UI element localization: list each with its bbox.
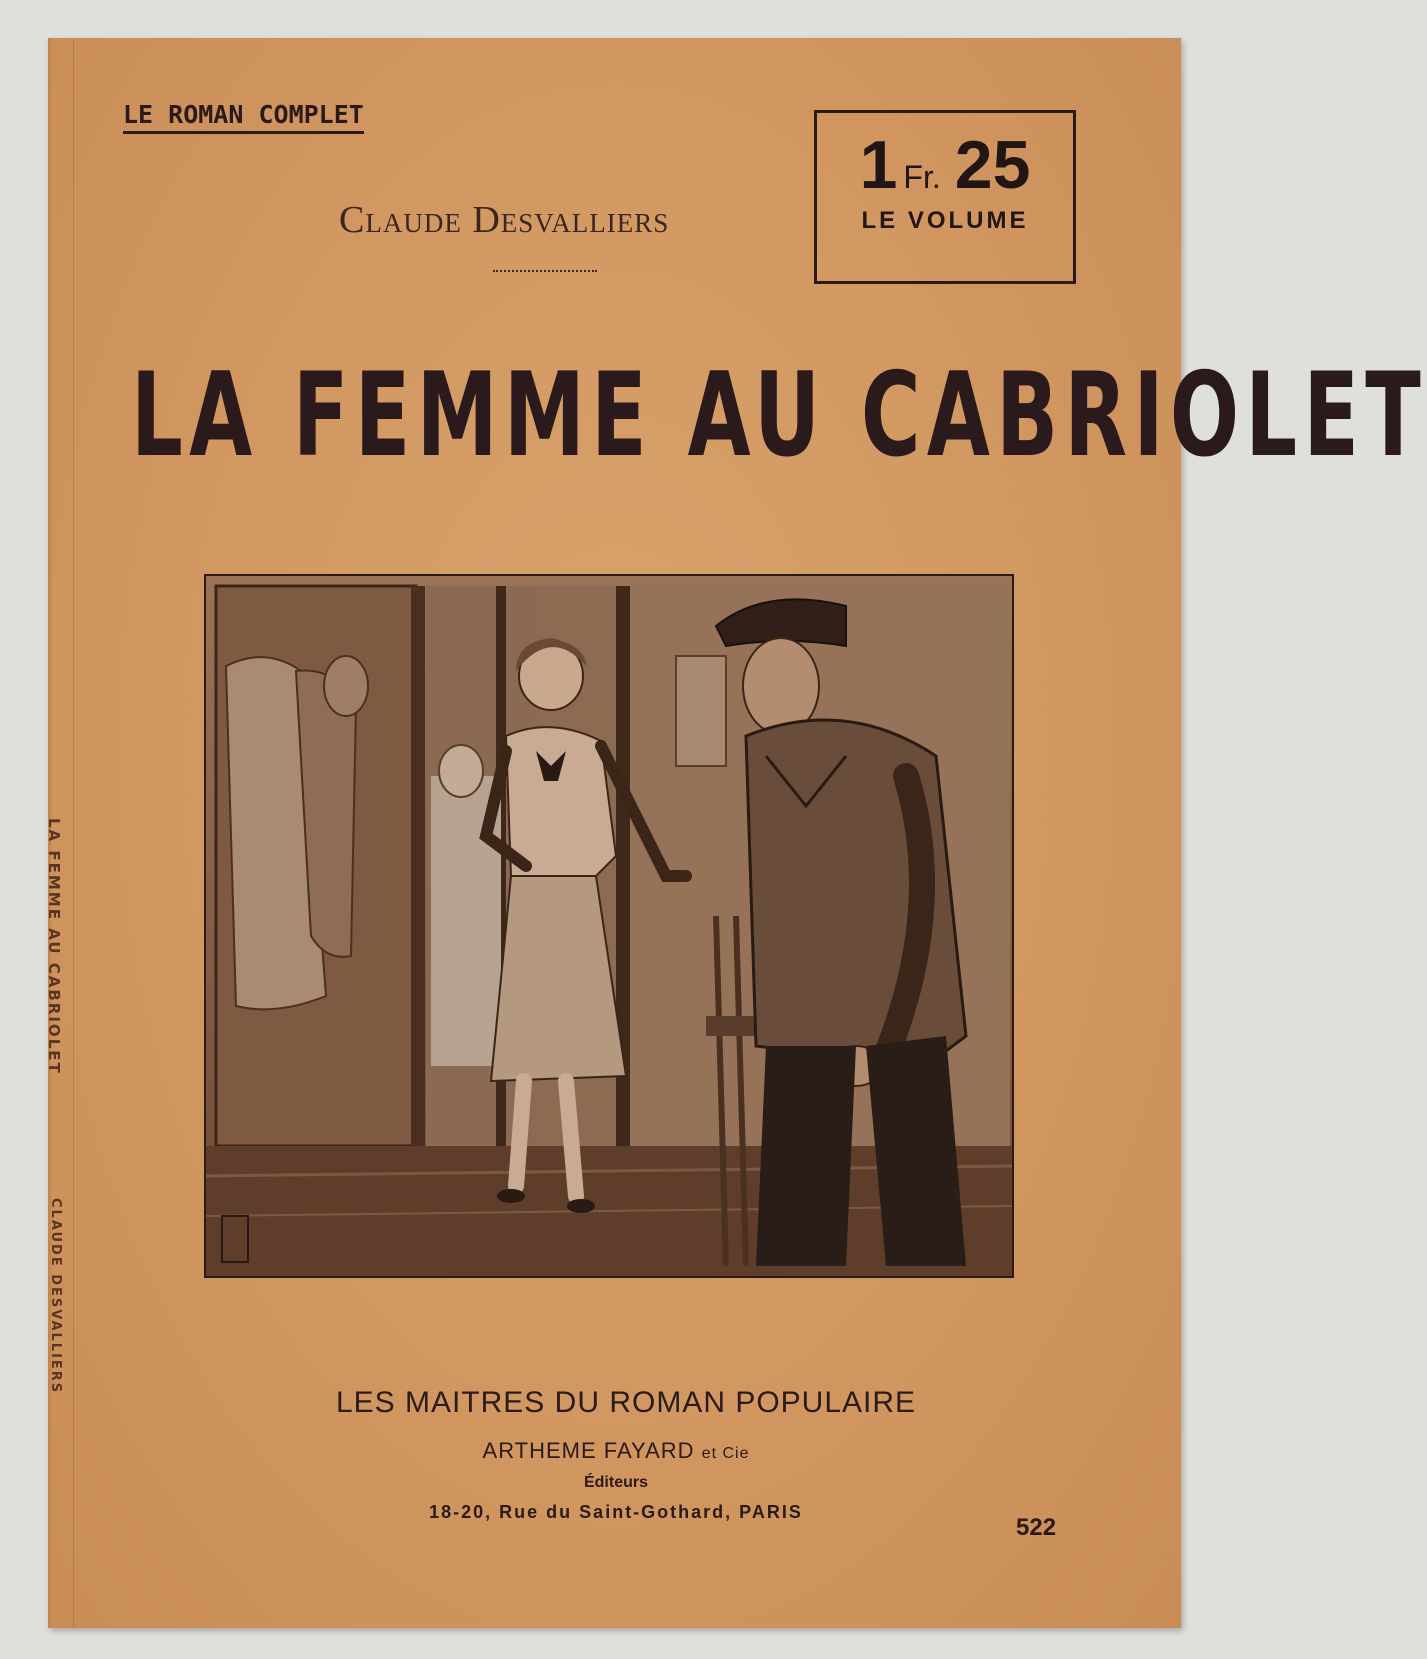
price-currency: Fr. xyxy=(903,159,941,195)
illustration-drawing xyxy=(206,576,1012,1276)
price-unit: LE VOLUME xyxy=(861,207,1029,234)
spine-title: LA FEMME AU CABRIOLET xyxy=(45,818,63,1075)
series-name: LES MAITRES DU ROMAN POPULAIRE xyxy=(335,1386,917,1419)
book-title: LA FEMME AU CABRIOLET xyxy=(131,348,1427,483)
issue-number: 522 xyxy=(1016,1514,1057,1541)
author-name: Claude Desvalliers xyxy=(339,199,670,241)
price-box xyxy=(814,110,1076,284)
price-cents: 25 xyxy=(954,127,1031,203)
collection-name: LE ROMAN COMPLET xyxy=(123,100,364,134)
cover-illustration xyxy=(204,574,1014,1278)
price-integer: 1 xyxy=(859,127,898,203)
publisher-name: ARTHEME FAYARD xyxy=(482,1438,695,1463)
editeurs-label: Éditeurs xyxy=(583,1474,648,1491)
publisher-line xyxy=(51,1438,1181,1464)
spine-author: CLAUDE DESVALLIERS xyxy=(48,1198,63,1395)
price-value xyxy=(817,127,1073,203)
book-cover xyxy=(45,38,1427,1628)
publisher-address: 18-20, Rue du Saint-Gothard, PARIS xyxy=(429,1502,803,1522)
publisher-suffix: et Cie xyxy=(701,1445,750,1462)
dotted-divider xyxy=(493,270,597,272)
